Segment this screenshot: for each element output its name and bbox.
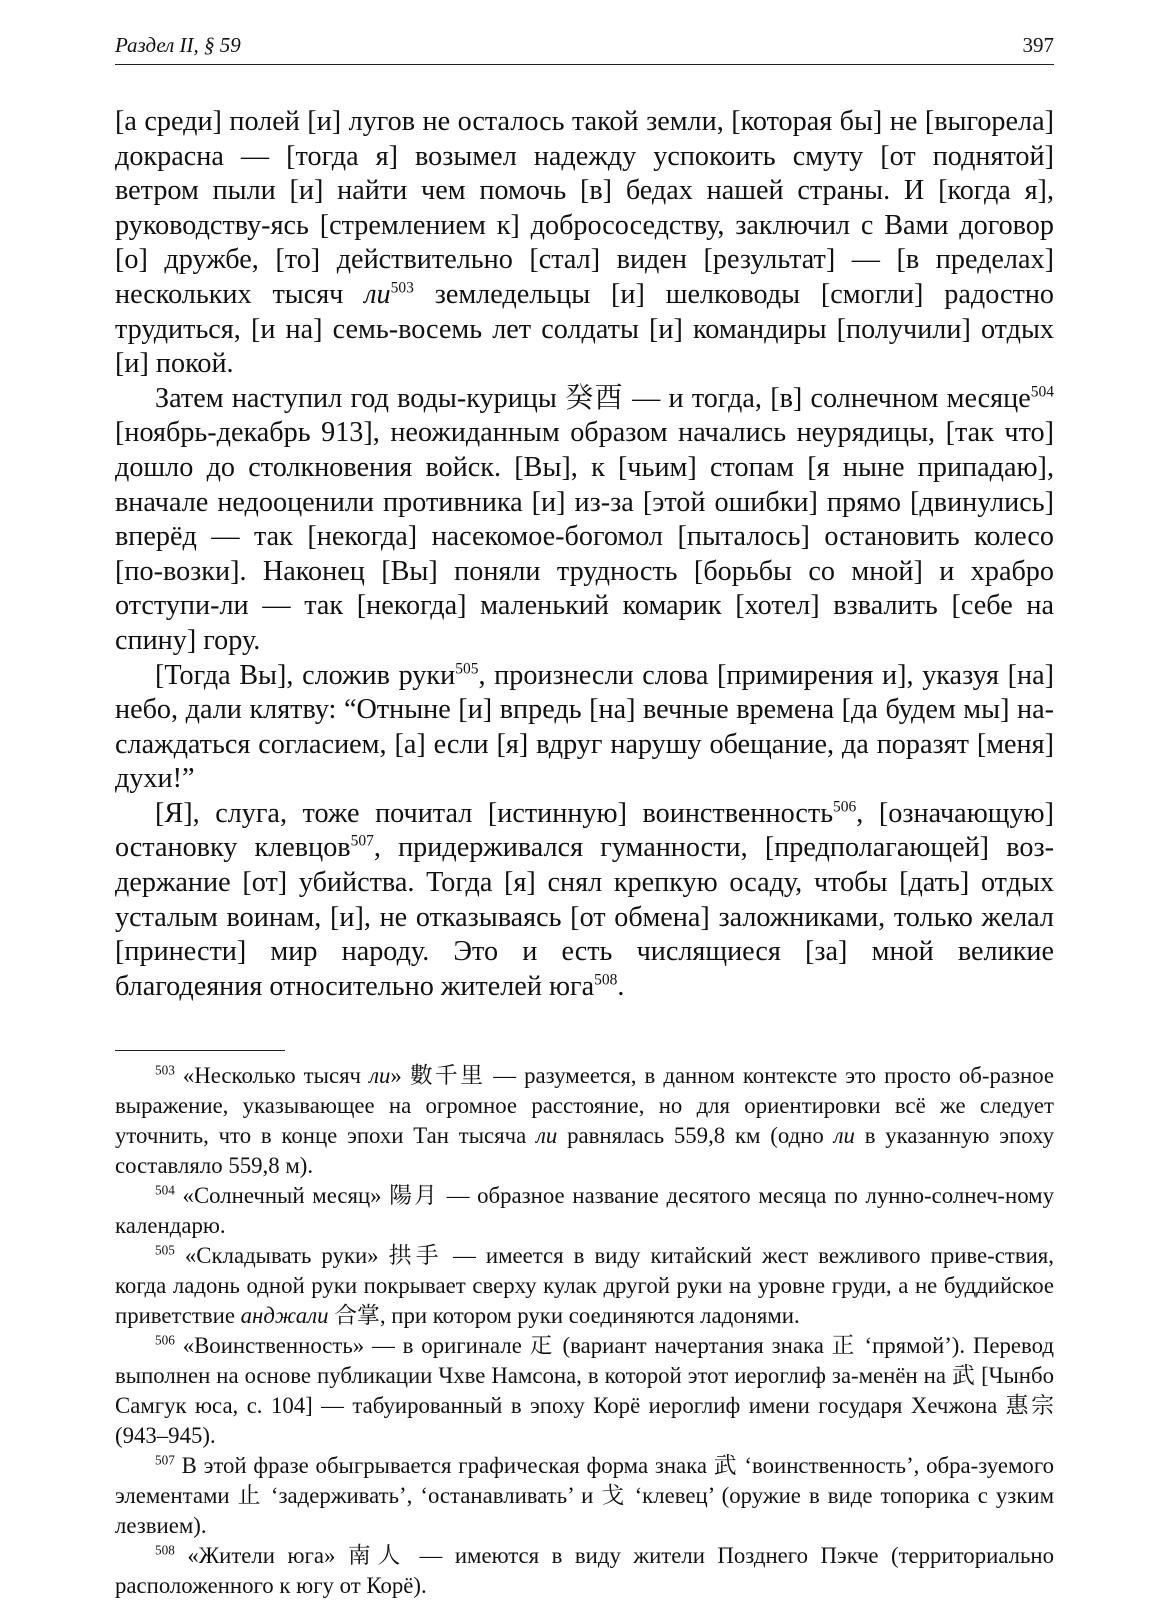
term-li: ли	[364, 278, 391, 310]
footnote-number: 508	[155, 1542, 175, 1558]
footnote-number: 507	[155, 1452, 175, 1468]
paragraph-2-text-b: [ноябрь-декабрь 913], неожиданным образом начались неурядицы, [так что] дошло до столкновения войск. [Вы], к [чьим] стопам [я ныне припадаю], вначале недооценили противника [и] из-за [этой ошибки] прямо [двинулись] вперёд — так [некогда] насекомое-богомол [пыталось] остановить колесо [по-возки]. Наконец [Вы] поняли трудность [борьбы со мной] и храбро отступи-ли — так [некогда] маленький комарик [хотел] взвалить [себе на спину] гору.	[115, 417, 1054, 656]
footnote-divider	[115, 1050, 285, 1051]
footnote-503	[115, 1061, 1054, 1181]
paragraph-2	[115, 382, 1054, 659]
footnote-number: 503	[155, 1062, 175, 1078]
paragraph-3-text-a: [Тогда Вы], сложив руки	[155, 659, 456, 691]
paragraph-1-text-a: [а среди] полей [и] лугов не осталось такой земли, [которая бы] не [выгорела] докрасна — [тогда я] возымел надежду успокоить смуту [от поднятой] ветром пыли [и] найти чем помочь [в] бедах нашей страны. И [когда я], руководству-ясь [стремлением к] добрососедству, заключил с Вами договор [о] дружбе, [то] действительно [стал] виден [результат] — [в пределах] нескольких тысяч	[115, 106, 1054, 310]
footnote-number: 505	[155, 1242, 175, 1258]
paragraph-4	[115, 797, 1054, 1005]
paragraph-4-text-c: , придерживался гуманности, [предполагающей] воз-держание [от] убийства. Тогда [я] снял крепкую осаду, чтобы [дать] отдых усталым воинам, [и], не отказываясь [от обмена] заложниками, только желал [принести] мир народу. Это и есть числящиеся [за] мной великие благодеяния относительно жителей юга	[115, 832, 1054, 1002]
footnote-505-text-b: 合掌, при котором руки соединяются ладонями.	[328, 1303, 800, 1329]
footnote-503-text-d: в указанную эпоху составляло 559,8 м).	[115, 1123, 1054, 1179]
term-li: ли	[535, 1123, 558, 1149]
paragraph-4-text-d: .	[617, 970, 625, 1002]
footnote-ref-506: 506	[833, 798, 857, 816]
footnote-507	[115, 1451, 1054, 1541]
footnote-ref-504: 504	[1030, 383, 1054, 401]
footnote-503-text-c: равнялась 559,8 км (одно	[557, 1123, 834, 1149]
footnotes	[115, 1061, 1054, 1601]
footnote-506-text: «Воинственность» — в оригинале 𤴓 (вариант начертания знака 正 ‘прямой’). Перевод выполнен на основе публикации Чхве Намсона, в которой этот иероглиф за-менён на 武 [Чынбо Самгук юса, с. 104] — табуированный в эпоху Корё иероглиф имени государя Хечжона 惠宗 (943–945).	[115, 1333, 1054, 1449]
main-text	[115, 105, 1054, 1004]
footnote-number: 506	[155, 1332, 175, 1348]
footnote-503-text-a: «Несколько тысяч	[174, 1063, 370, 1089]
footnote-507-text: В этой фразе обыгрывается графическая форма знака 武 ‘воинственность’, обра-зуемого элементами 止 ‘задерживать’, ‘останавливать’ и 戈 ‘клевец’ (оружие в виде топорика с узким лезвием).	[115, 1453, 1054, 1539]
book-page	[115, 28, 1055, 1599]
footnote-ref-507: 507	[350, 833, 374, 851]
paragraph-4-text-b: , [означающую] остановку клевцов	[115, 797, 1054, 864]
term-anjali: анджали	[240, 1303, 329, 1329]
term-li: ли	[369, 1063, 391, 1089]
footnote-ref-505: 505	[455, 660, 479, 678]
footnote-503-text-b: » 數千里 — разумеется, в данном контексте это просто об-разное выражение, указывающее на огромное расстояние, но для ориентировки всё же следует уточнить, что в конце эпохи Тан тысяча	[115, 1063, 1055, 1149]
footnote-ref-508: 508	[594, 971, 618, 989]
paragraph-4-text-a: [Я], слуга, тоже почитал [истинную] воинственность	[155, 797, 834, 829]
footnote-504-text: «Солнечный месяц» 陽月 — образное название десятого месяца по лунно-солнеч-ному календарю.	[115, 1183, 1054, 1239]
section-title: Раздел II, § 59	[115, 33, 241, 57]
footnote-505-text-a: «Складывать руки» 拱手 — имеется в виду китайский жест вежливого приве-ствия, когда ладонь одной руки покрывает сверху кулак другой руки на уровне груди, а не буддийское приветствие	[115, 1243, 1054, 1329]
page-number: 397	[1022, 33, 1054, 57]
footnote-508	[115, 1541, 1054, 1601]
paragraph-2-text-a: Затем наступил год воды-курицы 癸酉 — и тогда, [в] солнечном месяце	[155, 382, 1031, 414]
running-header	[115, 28, 1054, 65]
footnote-504	[115, 1181, 1054, 1241]
paragraph-3	[115, 659, 1054, 797]
paragraph-3-text-b: , произнесли слова [примирения и], указуя [на] небо, дали клятву: “Отныне [и] впредь [на] вечные времена [да будем мы] на-слаждаться согласием, [а] если [я] вдруг нарушу обещание, да поразят [меня] духи!”	[115, 659, 1054, 795]
footnote-ref-503: 503	[390, 279, 414, 297]
paragraph-1	[115, 105, 1054, 382]
footnote-508-text: «Жители юга» 南人 — имеются в виду жители Позднего Пэкче (территориально расположенного к югу от Корё).	[115, 1543, 1054, 1599]
footnote-number: 504	[155, 1182, 175, 1198]
footnote-505	[115, 1241, 1054, 1331]
footnote-506	[115, 1331, 1054, 1451]
paragraph-1-text-b: земледельцы [и] шелководы [смогли] радостно трудиться, [и на] семь-восемь лет солдаты [и] командиры [получили] отдых [и] покой.	[115, 278, 1055, 380]
term-li: ли	[833, 1123, 855, 1149]
